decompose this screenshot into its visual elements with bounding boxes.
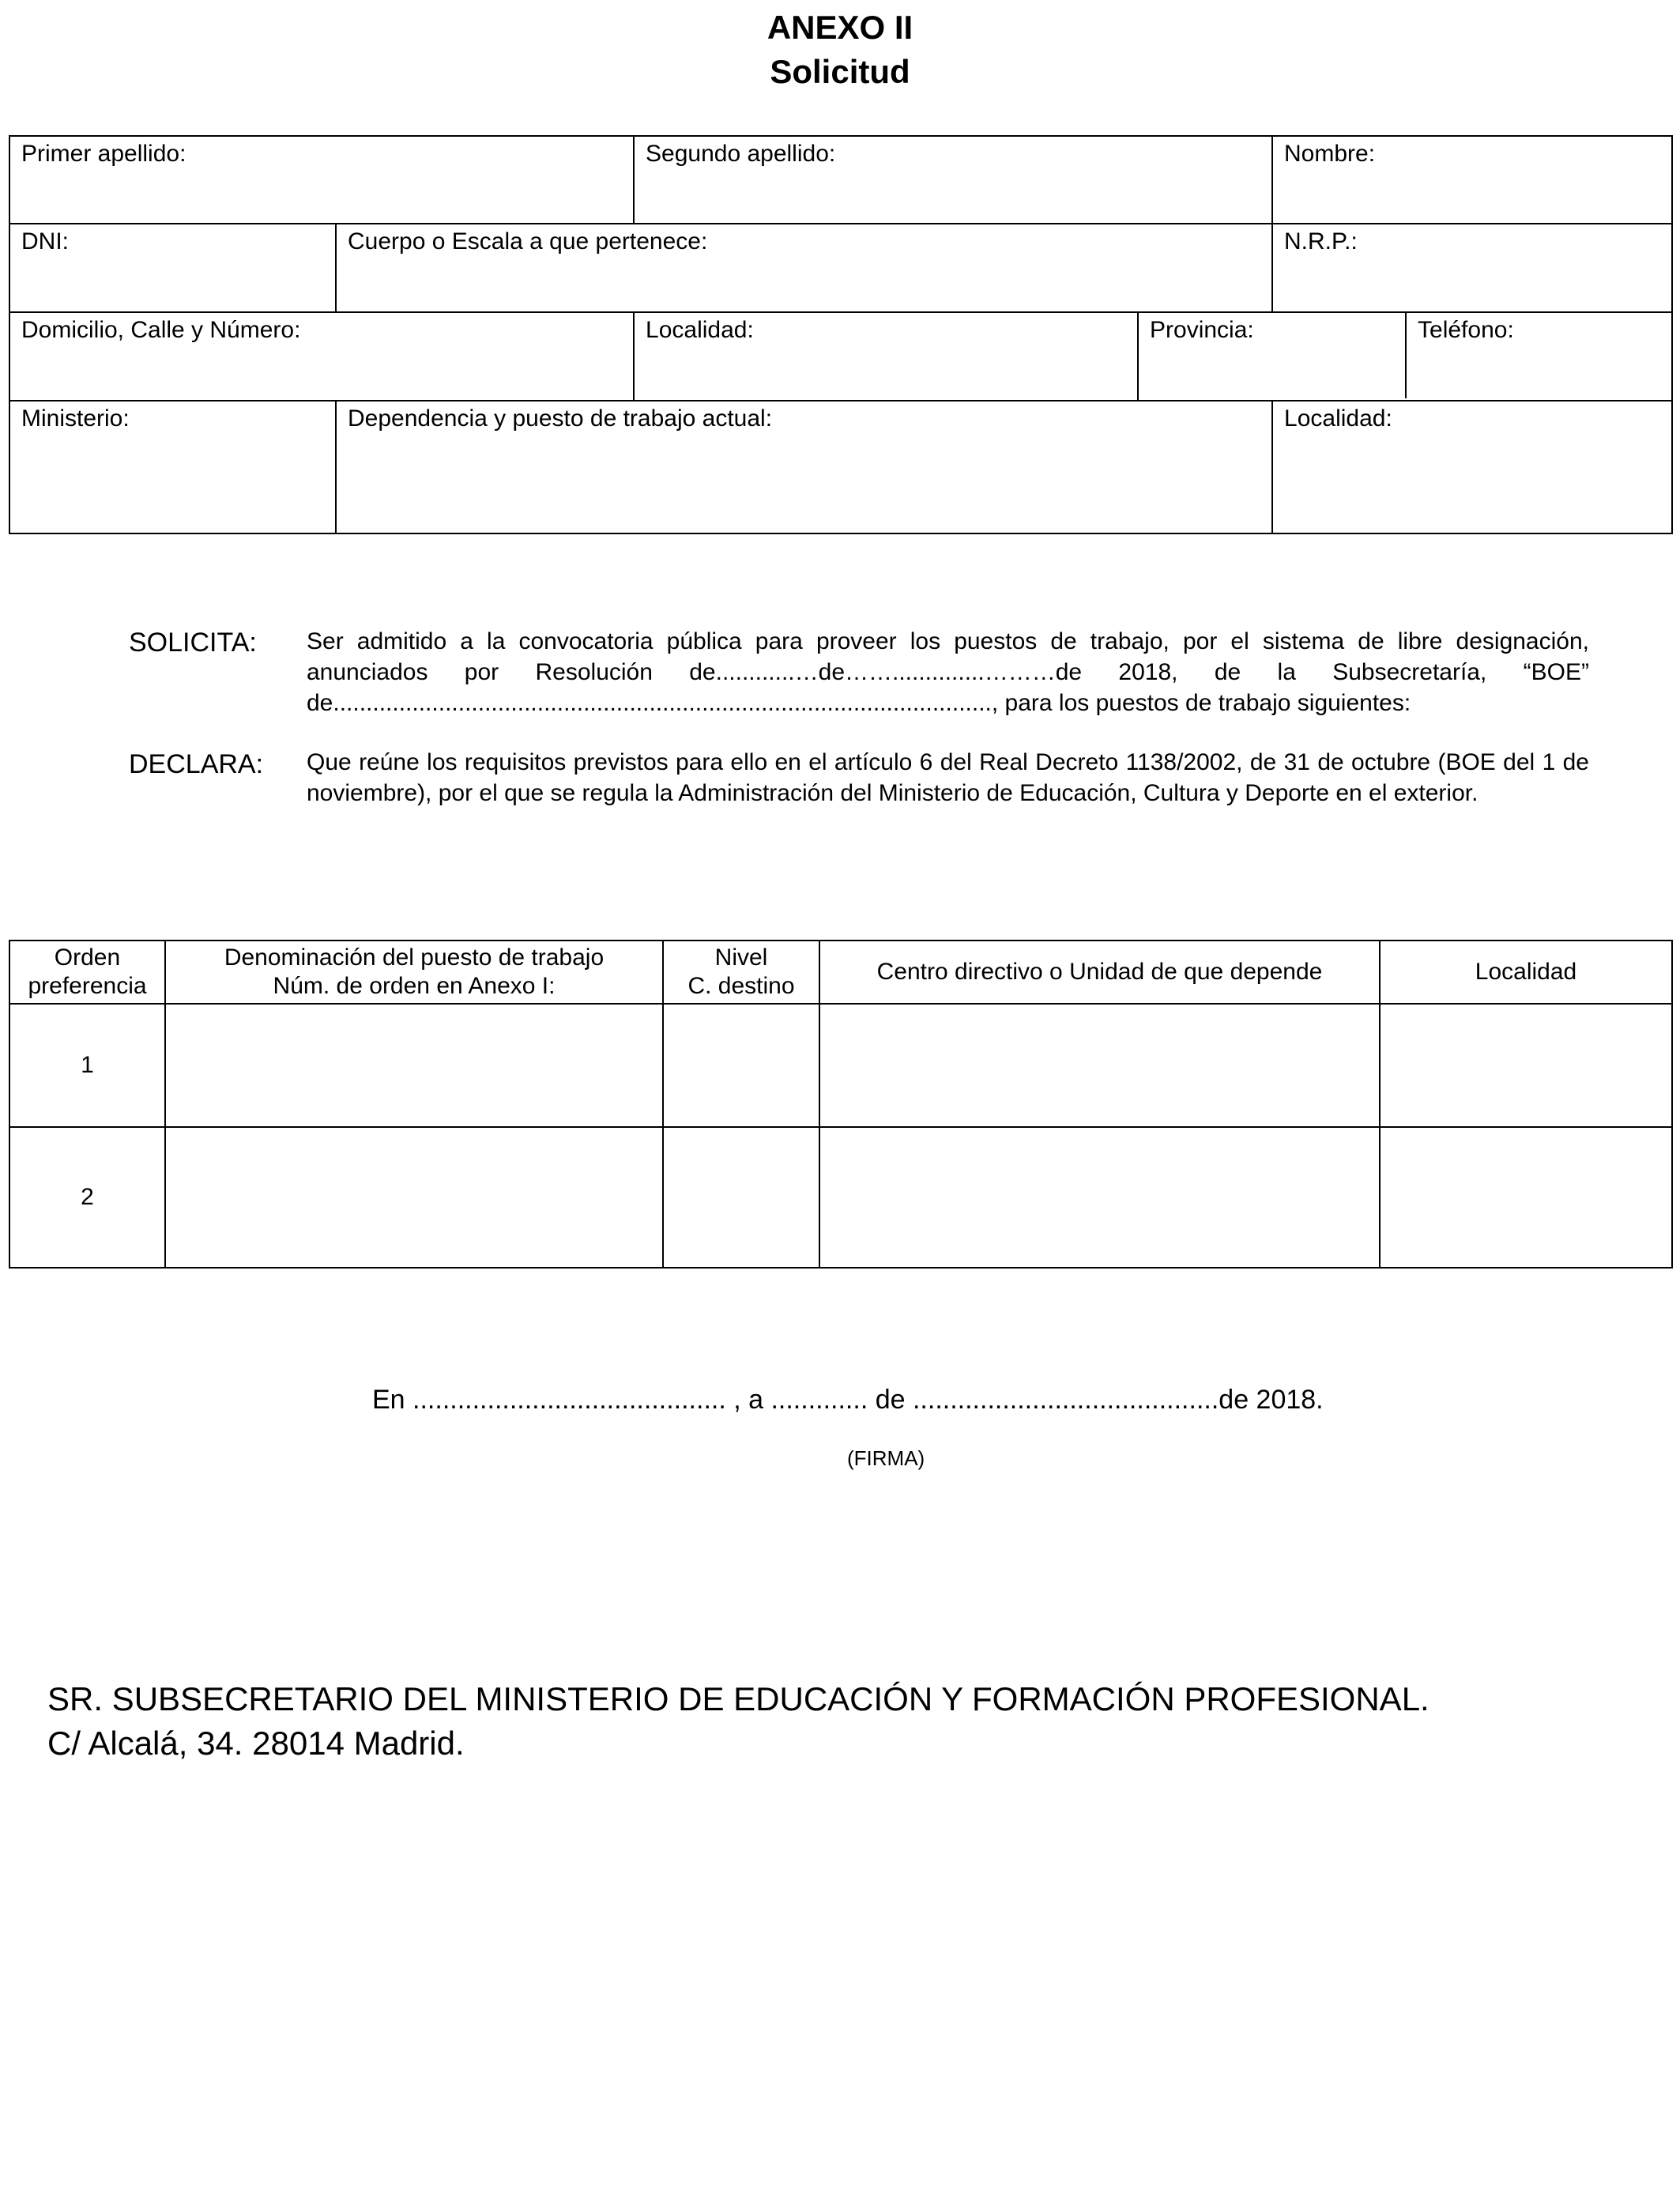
row-orden-number: 1 [9,1004,165,1127]
row-centro-cell[interactable] [819,1127,1380,1268]
dependencia-puesto-label: Dependencia y puesto de trabajo actual: [348,405,773,432]
solicita-text: Ser admitido a la convocatoria pública para proveer los puestos de trabajo, por el sistema de libre designación, anunciados por Resolución de............…de……..............………de 2018, de la Subsecretaría, “BOE” de...................................................................................................., para los puestos de trabajo siguientes: [307,628,1589,716]
dependencia-puesto-field[interactable] [336,401,1272,533]
declara-text: Que reúne los requisitos previstos para ello en el artículo 6 del Real Decreto 1138/2002, de 31 de octubre (BOE del 1 de noviembre), por el que se regula la Administración del Ministerio de Educación, Cultura y Deporte en el exterior. [307,749,1589,806]
header-orden-line2: preferencia [28,973,147,999]
dni-field[interactable] [9,224,336,312]
nrp-field[interactable] [1272,224,1672,312]
solicita-label: SOLICITA: [129,628,257,658]
cuerpo-escala-field[interactable] [336,224,1272,312]
dni-label: DNI: [21,228,69,254]
domicilio-label: Domicilio, Calle y Número: [21,317,301,343]
personal-data-form [9,135,1673,534]
provincia-telefono-cell [1138,312,1672,401]
ministerio-field[interactable] [9,401,336,533]
header-centro: Centro directivo o Unidad de que depende [819,941,1380,1004]
row-centro-cell[interactable] [819,1004,1380,1127]
addressee-line2: C/ Alcalá, 34. 28014 Madrid. [47,1725,465,1762]
document-title: ANEXO II [767,9,913,46]
segundo-apellido-field[interactable] [634,136,1272,224]
nombre-label: Nombre: [1284,141,1376,167]
document-subtitle: Solicitud [770,53,910,90]
localidad-trabajo-label: Localidad: [1284,405,1392,432]
nombre-field[interactable] [1272,136,1672,224]
localidad-domicilio-label: Localidad: [646,317,754,343]
header-orden-line1: Orden [54,944,121,971]
addressee-line1: SR. SUBSECRETARIO DEL MINISTERIO DE EDUCACIÓN Y FORMACIÓN PROFESIONAL. [47,1680,1430,1717]
domicilio-field[interactable] [9,312,634,401]
row-localidad-cell[interactable] [1380,1127,1672,1268]
provincia-field[interactable] [1139,313,1407,398]
table-row [9,1127,1672,1268]
localidad-trabajo-field[interactable] [1272,401,1672,533]
row-nivel-cell[interactable] [663,1127,819,1268]
header-orden [9,941,165,1004]
segundo-apellido-label: Segundo apellido: [646,141,836,167]
nrp-label: N.R.P.: [1284,228,1358,254]
cuerpo-escala-label: Cuerpo o Escala a que pertenece: [348,228,708,254]
header-denominacion-line1: Denominación del puesto de trabajo [224,944,605,971]
header-nivel-line2: C. destino [687,973,795,999]
preferences-table [9,940,1673,1269]
firma-label: (FIRMA) [847,1446,925,1470]
row-denominacion-cell[interactable] [165,1127,663,1268]
localidad-domicilio-field[interactable] [634,312,1138,401]
primer-apellido-label: Primer apellido: [21,141,186,167]
header-nivel [663,941,819,1004]
header-denominacion-line2: Núm. de orden en Anexo I: [273,973,556,999]
row-denominacion-cell[interactable] [165,1004,663,1127]
row-orden-number: 2 [9,1127,165,1268]
header-denominacion [165,941,663,1004]
place-date-line[interactable]: En .......................................... , a ............. de .........................................de 2018. [372,1385,1324,1415]
row-nivel-cell[interactable] [663,1004,819,1127]
primer-apellido-field[interactable] [9,136,634,224]
table-header-row [9,941,1672,1004]
header-nivel-line1: Nivel [714,944,768,971]
telefono-label: Teléfono: [1418,317,1514,343]
telefono-field[interactable] [1407,313,1671,398]
provincia-label: Provincia: [1150,317,1254,343]
ministerio-label: Ministerio: [21,405,130,432]
row-localidad-cell[interactable] [1380,1004,1672,1127]
declara-label: DECLARA: [129,749,264,779]
header-localidad: Localidad [1380,941,1672,1004]
table-row [9,1004,1672,1127]
